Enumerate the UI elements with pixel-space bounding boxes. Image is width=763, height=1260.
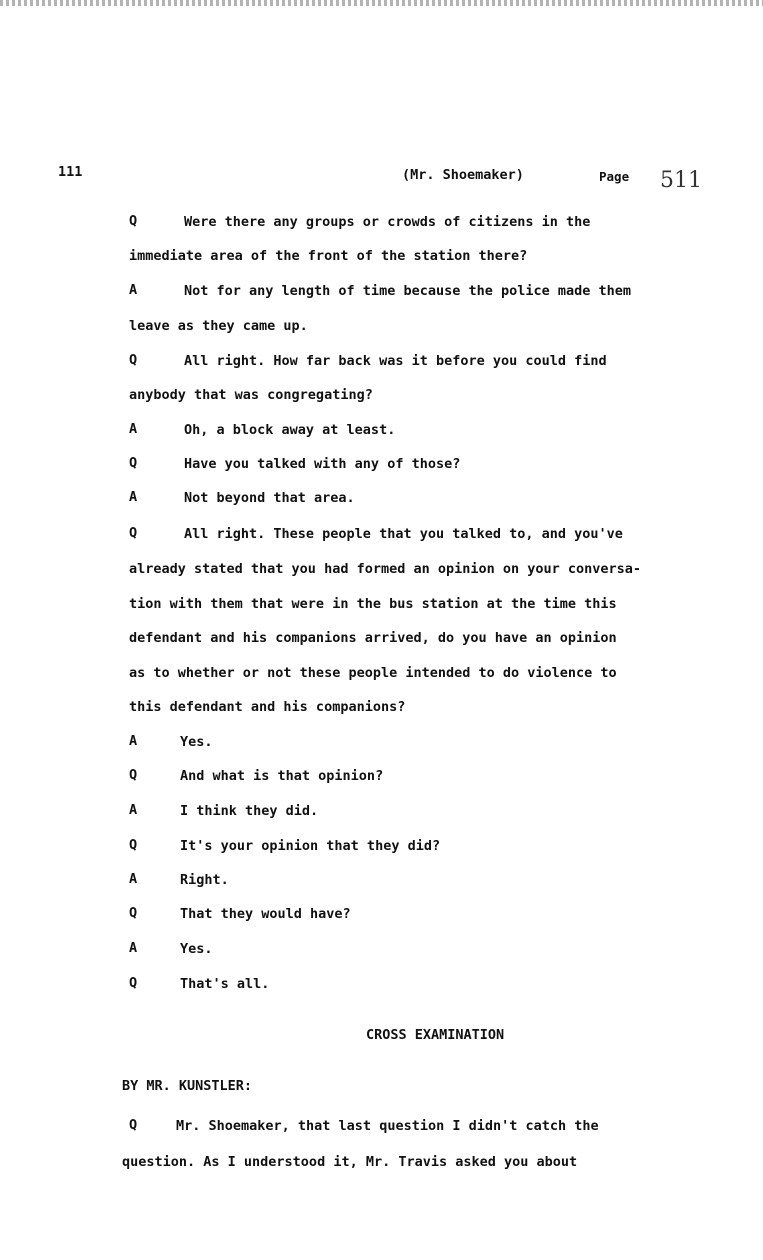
transcript-line: Not for any length of time because the police made them <box>184 283 632 299</box>
transcript-line: All right. These people that you talked to, and you've <box>184 526 623 542</box>
transcript-line: Not beyond that area. <box>184 490 355 506</box>
speaker-marker: Q <box>129 1117 138 1133</box>
speaker-marker: Q <box>129 975 138 991</box>
transcript-line: tion with them that were in the bus station at the time this <box>129 596 617 612</box>
transcript-line: And what is that opinion? <box>180 768 384 784</box>
speaker-marker: Q <box>129 352 138 368</box>
speaker-marker: Q <box>129 455 138 471</box>
transcript-line: Yes. <box>180 734 213 750</box>
speaker-marker: Q <box>129 905 138 921</box>
transcript-line: I think they did. <box>180 803 319 819</box>
transcript-line: question. As I understood it, Mr. Travis asked you about <box>122 1154 578 1170</box>
transcript-page-left: 111 <box>58 164 83 180</box>
transcript-line: It's your opinion that they did? <box>180 838 441 854</box>
transcript-line: leave as they came up. <box>129 318 308 334</box>
speaker-marker: Q <box>129 213 138 229</box>
speaker-marker: A <box>129 802 138 818</box>
transcript-line: anybody that was congregating? <box>129 387 373 403</box>
speaker-marker: Q <box>129 525 138 541</box>
transcript-line: this defendant and his companions? <box>129 699 406 715</box>
speaker-marker: A <box>129 421 138 437</box>
speaker-marker: A <box>129 871 138 887</box>
transcript-line: defendant and his companions arrived, do you have an opinion <box>129 630 617 646</box>
examiner-byline: BY MR. KUNSTLER: <box>122 1078 253 1094</box>
speaker-marker: A <box>129 733 138 749</box>
transcript-line: All right. How far back was it before you could find <box>184 353 607 369</box>
transcript-line: Right. <box>180 872 229 888</box>
top-edge-rule <box>0 0 763 6</box>
transcript-line: That's all. <box>180 976 270 992</box>
section-heading: CROSS EXAMINATION <box>366 1027 505 1043</box>
speaker-marker: A <box>129 940 138 956</box>
speaker-marker: A <box>129 282 138 298</box>
transcript-line: That they would have? <box>180 906 351 922</box>
transcript-line: already stated that you had formed an opinion on your conversa- <box>129 561 642 577</box>
speaker-marker: Q <box>129 767 138 783</box>
transcript-line: as to whether or not these people intended to do violence to <box>129 665 617 681</box>
page-number: 511 <box>660 168 702 193</box>
witness-name: (Mr. Shoemaker) <box>402 167 524 183</box>
page-label: Page <box>599 169 630 184</box>
transcript-line: Mr. Shoemaker, that last question I didn't catch the <box>176 1118 599 1134</box>
speaker-marker: Q <box>129 837 138 853</box>
transcript-line: immediate area of the front of the station there? <box>129 248 528 264</box>
transcript-line: Have you talked with any of those? <box>184 456 461 472</box>
transcript-line: Oh, a block away at least. <box>184 422 396 438</box>
speaker-marker: A <box>129 489 138 505</box>
transcript-line: Were there any groups or crowds of citizens in the <box>184 214 591 230</box>
transcript-line: Yes. <box>180 941 213 957</box>
